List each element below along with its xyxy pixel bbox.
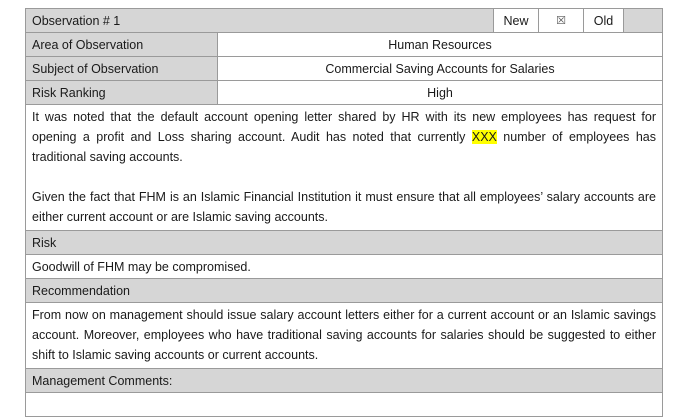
old-checkbox[interactable]	[624, 9, 663, 33]
risk-text: Goodwill of FHM may be compromised.	[26, 255, 663, 279]
old-label: Old	[584, 9, 624, 33]
management-comments-header-row	[26, 369, 663, 393]
paragraph-spacer	[32, 167, 656, 187]
risk-label: Risk	[26, 231, 663, 255]
risk-text-row	[26, 255, 663, 279]
recommendation-label: Recommendation	[26, 279, 663, 303]
subject-label: Subject of Observation	[26, 57, 218, 81]
observation-table	[25, 8, 663, 417]
observation-title: Observation # 1	[26, 9, 494, 33]
new-label: New	[494, 9, 539, 33]
finding-p1-before: It was noted that the default account opening letter shared by HR with its new employees has request for opening a profit and Loss sharing account. Audit has noted that currently	[32, 110, 656, 144]
finding-p2: Given the fact that FHM is an Islamic Financial Institution it must ensure that all employees’ salary accounts are either current account or are Islamic saving accounts.	[32, 190, 656, 224]
finding-highlight: XXX	[471, 130, 497, 144]
recommendation-header-row	[26, 279, 663, 303]
area-row	[26, 33, 663, 57]
area-label: Area of Observation	[26, 33, 218, 57]
recommendation-text: From now on management should issue salary account letters either for a current account or an Islamic savings account. Moreover, employees who have traditional saving accounts for salaries should be suggested to either shift to Islamic saving accounts or current accounts.	[26, 303, 663, 369]
subject-row	[26, 57, 663, 81]
finding-p1-after: number of employees has traditional saving accounts.	[32, 130, 656, 164]
new-checkbox[interactable]: ☒	[539, 9, 584, 33]
finding-row	[26, 105, 663, 231]
area-value: Human Resources	[218, 33, 663, 57]
risk-ranking-row	[26, 81, 663, 105]
observation-header-row	[26, 9, 663, 33]
risk-ranking-label: Risk Ranking	[26, 81, 218, 105]
management-comments-label: Management Comments:	[26, 369, 663, 393]
subject-value: Commercial Saving Accounts for Salaries	[218, 57, 663, 81]
finding-text	[26, 105, 663, 231]
risk-header-row	[26, 231, 663, 255]
recommendation-text-row	[26, 303, 663, 369]
risk-ranking-value: High	[218, 81, 663, 105]
